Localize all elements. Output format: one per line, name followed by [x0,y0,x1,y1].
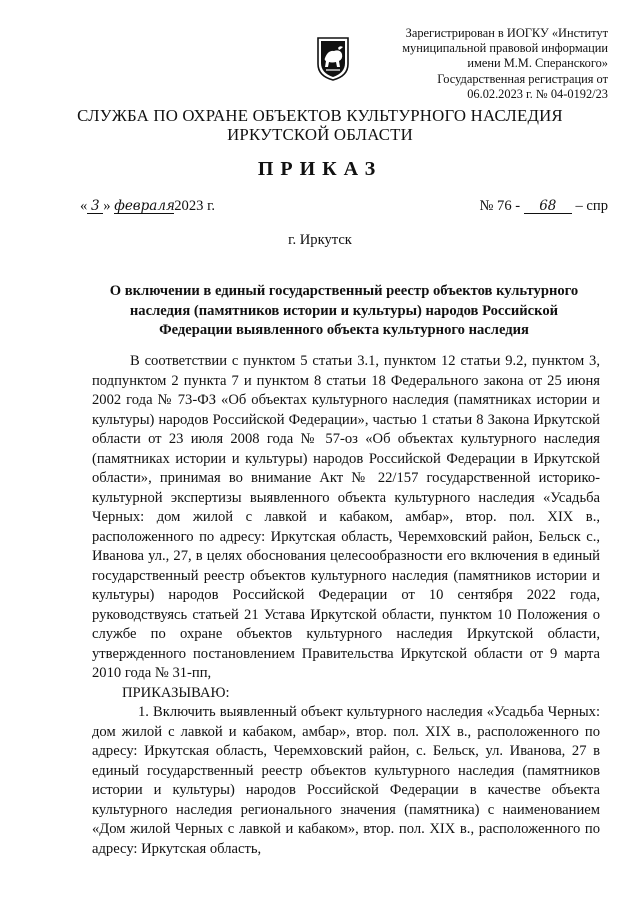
registration-line: муниципальной правовой информации [402,41,608,56]
order-body [92,352,600,859]
date-quote-open: « [80,198,88,214]
date-month-handwritten: февраля [114,198,175,214]
registration-line: Зарегистрирован в ИОГКУ «Институт [405,26,608,40]
order-item-1: 1. Включить выявленный объект культурного наследия «Усадьба Черных: дом жилой с лавкой и кабаком, амбар», втор. пол. XIX в., расположенного по адресу: Иркутская область, Черемховский район, с. Бельск, ул. Иванова, 27 в единый государственный реестр объектов культурного наследия (памятников истории и культуры) народов Российской Федерации в качестве объекта культурного наследия регионального значения (памятника) с наименованием «Дом жилой Черных с лавкой и кабаком», втор. пол. XIX в., расположенного по адресу: Иркутская область, [92,704,600,857]
order-date [80,198,215,215]
registration-stamp [376,26,608,102]
document-type: ПРИКАЗ [257,158,383,180]
registration-line: Государственная регистрация от [437,71,608,86]
order-title-line: Федерации выявленного объекта культурного наследия [159,322,529,338]
order-title [88,282,600,341]
organization-name [0,106,640,144]
order-number [479,198,608,215]
order-number-prefix: № 76 - [479,198,521,214]
irkutsk-coat-of-arms-icon [316,36,350,82]
date-quote-close: » [103,198,111,214]
preamble-paragraph: В соответствии с пунктом 5 статьи 3.1, пунктом 12 статьи 9.2, пунктом 3, подпунктом 2 пункта 7 и пунктом 8 статьи 18 Федерального закона от 25 июня 2002 года № 73-ФЗ «Об объектах культурного наследия (памятниках истории и культуры) народов Российской Федерации», частью 1 статьи 8 Закона Иркутской области от 23 июля 2008 года № 57-оз «Об объектах культурного наследия (памятниках истории и культуры) народов Российской Федерации в Иркутской области», принимая во внимание Акт № 22/157 государственной историко-культурной экспертизы выявленного объекта культурного наследия «Усадьба Черных: дом жилой с лавкой и кабаком, амбар», втор. пол. XIX в., расположенного по адресу: Иркутская область, Черемховский район, Бельск с., Иванова ул., 27, в целях обоснования целесообразности его включения в единый государственный реестр объектов культурного наследия (памятников истории и культуры) народов Российской Федерации от 10 сентября 2022 года, руководствуясь статьей 21 Устава Иркутской области, пунктом 10 Положения о службе по охране объектов культурного наследия Иркутской области, утвержденного постановлением Правительства Иркутской области от 9 марта 2010 года № 31-пп, [92,353,600,681]
order-number-suffix: – спр [575,198,608,214]
organization-name-line: СЛУЖБА ПО ОХРАНЕ ОБЪЕКТОВ КУЛЬТУРНОГО НАСЛЕДИЯ [77,106,563,125]
order-number-handwritten: 68 [524,199,572,214]
organization-name-line: ИРКУТСКОЙ ОБЛАСТИ [227,125,413,144]
date-year: 2023 г. [174,198,216,214]
order-word: ПРИКАЗЫВАЮ: [122,684,230,701]
city: г. Иркутск [288,232,352,248]
order-title-line: наследия (памятников истории и культуры) народов Российской [129,302,559,319]
registration-line: 06.02.2023 г. № 04-0192/23 [467,86,608,101]
order-title-line: О включении в единый государственный реестр объектов культурного [109,283,579,299]
registration-line: имени М.М. Сперанского» [467,56,608,71]
date-day-handwritten: 3 [87,199,103,214]
